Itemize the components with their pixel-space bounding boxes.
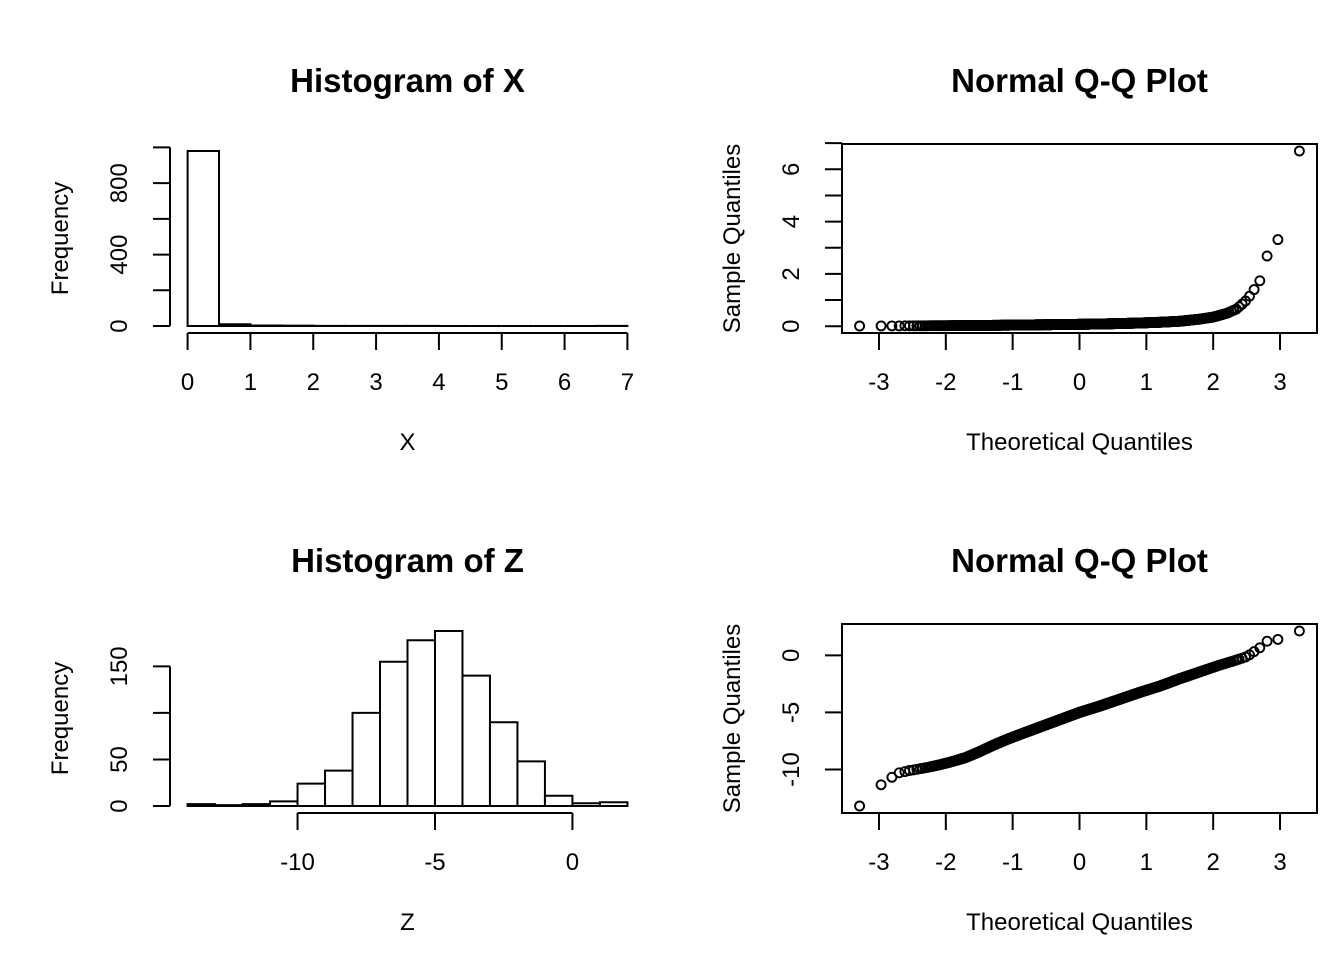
x-tick-label: -10 <box>280 849 315 876</box>
x-tick-label: 2 <box>307 369 320 396</box>
x-axis-label: Z <box>400 909 415 936</box>
x-tick-label: 3 <box>369 369 382 396</box>
histogram-bar <box>353 713 380 806</box>
x-axis-label: Theoretical Quantiles <box>966 909 1193 936</box>
x-tick-label: -3 <box>868 849 889 876</box>
x-tick-label: 1 <box>1140 369 1153 396</box>
panel-title: Histogram of Z <box>291 542 524 579</box>
x-tick-label: 6 <box>558 369 571 396</box>
y-axis-label: Sample Quantiles <box>719 624 746 813</box>
histogram-bar <box>435 631 462 806</box>
y-axis-label: Sample Quantiles <box>719 144 746 333</box>
x-tick-label: 0 <box>1073 849 1086 876</box>
x-tick-label: -1 <box>1002 369 1023 396</box>
y-tick-label: -10 <box>778 752 805 787</box>
x-tick-label: -2 <box>935 369 956 396</box>
x-tick-label: 1 <box>244 369 257 396</box>
x-tick-label: -3 <box>868 369 889 396</box>
y-tick-label: 4 <box>778 215 805 228</box>
y-axis-label: Frequency <box>47 182 74 295</box>
histogram-bar <box>462 676 489 806</box>
x-tick-label: -1 <box>1002 849 1023 876</box>
y-tick-label: -5 <box>778 702 805 723</box>
histogram-bar <box>325 771 352 806</box>
y-axis-label: Frequency <box>47 662 74 775</box>
histogram-svg <box>40 16 712 496</box>
histogram-bar <box>188 151 219 326</box>
panel-title: Normal Q-Q Plot <box>951 542 1208 579</box>
x-tick-label: 0 <box>566 849 579 876</box>
y-tick-label: 0 <box>778 320 805 333</box>
histogram-bar <box>215 805 242 806</box>
y-tick-label: 150 <box>106 646 133 686</box>
panel-qqplot-x <box>712 16 1344 496</box>
y-tick-label: 0 <box>106 319 133 332</box>
x-tick-label: 1 <box>1140 849 1153 876</box>
panel-title: Normal Q-Q Plot <box>951 62 1208 99</box>
x-tick-label: 5 <box>495 369 508 396</box>
x-tick-label: 3 <box>1273 369 1286 396</box>
panel-qqplot-z <box>712 496 1344 976</box>
y-tick-label: 0 <box>778 649 805 662</box>
histogram-bar <box>298 784 325 806</box>
qqnorm-svg <box>712 16 1344 496</box>
x-tick-label: 0 <box>1073 369 1086 396</box>
x-axis-label: Theoretical Quantiles <box>966 429 1193 456</box>
histogram-bar <box>517 761 544 806</box>
histogram-svg <box>40 496 712 976</box>
y-tick-label: 6 <box>778 163 805 176</box>
x-axis-label: X <box>399 429 415 456</box>
histogram-bar <box>600 802 627 806</box>
histogram-bar <box>243 804 270 806</box>
histogram-bar <box>219 324 250 326</box>
x-tick-label: 7 <box>621 369 634 396</box>
panel-title: Histogram of X <box>290 62 525 99</box>
qqnorm-svg <box>712 496 1344 976</box>
histogram-bar <box>380 662 407 806</box>
y-tick-label: 800 <box>106 163 133 203</box>
x-tick-label: 2 <box>1207 369 1220 396</box>
x-tick-label: 3 <box>1273 849 1286 876</box>
x-tick-label: 4 <box>432 369 445 396</box>
x-tick-label: 2 <box>1207 849 1220 876</box>
x-tick-label: -2 <box>935 849 956 876</box>
panel-histogram-z <box>40 496 712 976</box>
histogram-bar <box>188 804 215 806</box>
panel-histogram-x <box>40 16 712 496</box>
y-tick-label: 0 <box>106 799 133 812</box>
y-tick-label: 400 <box>106 235 133 275</box>
histogram-bar <box>250 325 281 326</box>
histogram-bar <box>408 640 435 806</box>
x-tick-label: -5 <box>424 849 445 876</box>
y-tick-label: 50 <box>106 746 133 773</box>
x-tick-label: 0 <box>181 369 194 396</box>
histogram-bar <box>270 801 297 806</box>
histogram-bar <box>572 803 599 806</box>
y-tick-label: 2 <box>778 267 805 280</box>
histogram-bar <box>490 722 517 806</box>
histogram-bar <box>545 796 572 806</box>
